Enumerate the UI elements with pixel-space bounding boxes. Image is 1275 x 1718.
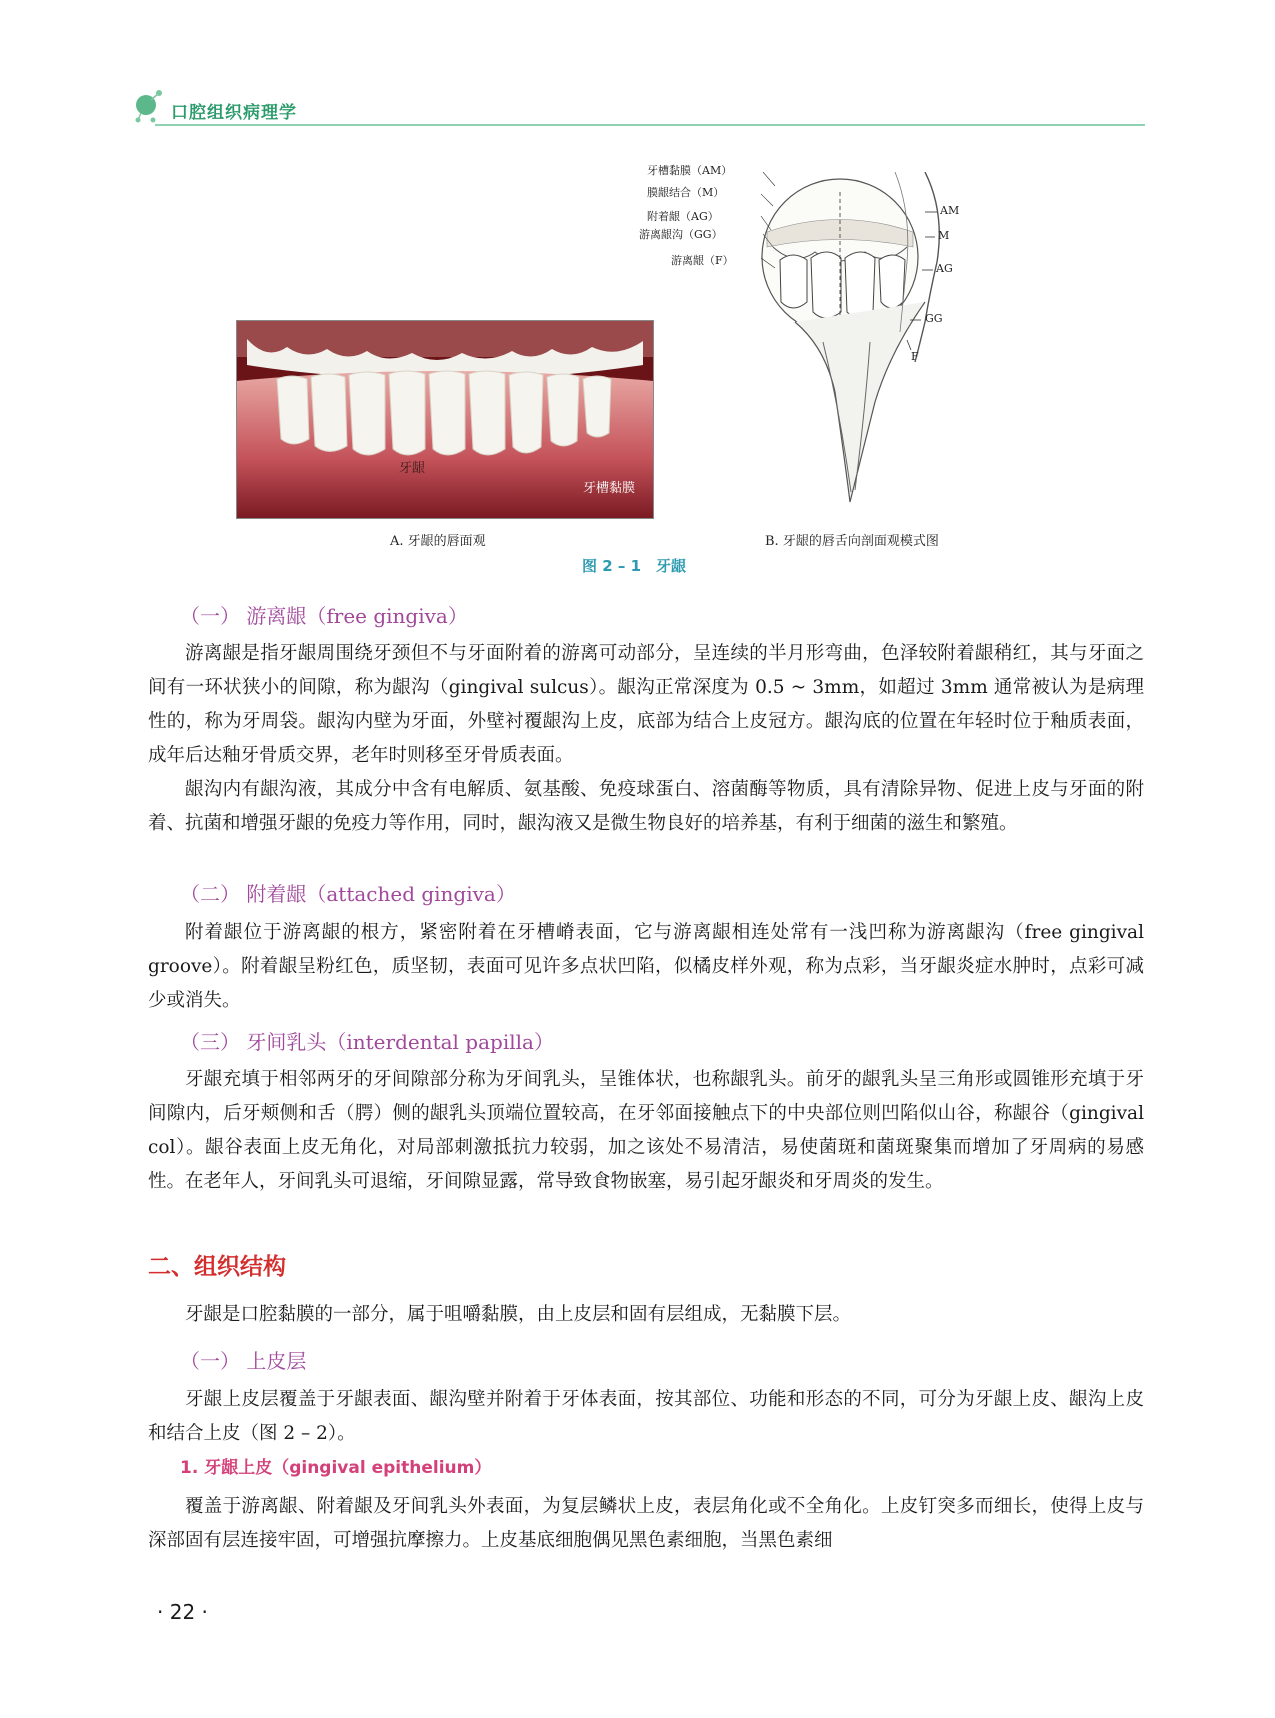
figure-title: 图 2 – 1 牙龈 [582,557,687,575]
paragraph-gingiva-overview: 牙龈是口腔黏膜的一部分，属于咀嚼黏膜，由上皮层和固有层组成，无黏膜下层。 [185,1304,852,1325]
heading-epithelium-layer: （一） 上皮层 [180,1349,307,1373]
diagram-label-m-right: M [938,229,950,242]
header-title: 口腔组织病理学 [171,103,297,123]
caption-a: A. 牙龈的唇面观 [390,534,486,549]
running-header [133,88,1143,128]
paragraph-interdental-papilla: 牙龈充填于相邻两牙的牙间隙部分称为牙间乳头，呈锥体状，也称龈乳头。前牙的龈乳头呈三角形或圆锥形充填于牙间隙内，后牙颊侧和舌（腭）侧的龈乳头顶端位置较高，在牙邻面接触点下的中央部位则凹陷似山谷，称龈谷（gingival col）。龈谷表面上皮无角化，对局部刺激抵抗力较弱，加之该处不易清洁，易使菌斑和菌斑聚集而增加了牙周病的易感性。在老年人，牙间乳头可退缩，牙间隙显露，常导致食物嵌塞，易引起牙龈炎和牙周炎的发生。 [148,1069,1144,1192]
diagram-illustration [675,172,1055,524]
gingiva-photo [236,320,654,519]
section-title-tissue-structure: 二、组织结构 [148,1254,286,1280]
caption-b: B. 牙龈的唇舌向剖面观模式图 [765,534,939,549]
heading-gingival-epithelium: 1. 牙龈上皮（gingival epithelium） [180,1458,492,1478]
heading-interdental-papilla: （三） 牙间乳头（interdental papilla） [180,1030,554,1054]
paragraph-free-gingiva-2: 龈沟内有龈沟液，其成分中含有电解质、氨基酸、免疫球蛋白、溶菌酶等物质，具有清除异物、促进上皮与牙面的附着、抗菌和增强牙龈的免疫力等作用，同时，龈沟液又是微生物良好的培养基，有利于细菌的滋生和繁殖。 [148,779,1144,834]
heading-attached-gingiva: （二） 附着龈（attached gingiva） [180,882,516,906]
paragraph-gingival-epithelium: 覆盖于游离龈、附着龈及牙间乳头外表面，为复层鳞状上皮，表层角化或不全角化。上皮钉突多而细长，使得上皮与深部固有层连接牢固，可增强抗摩擦力。上皮基底细胞偶见黑色素细胞，当黑色素细 [148,1496,1144,1551]
diagram-label-gg-right: GG [925,312,943,325]
diagram-label-ag-right: AG [936,262,953,275]
gingiva-section-diagram [639,164,1055,524]
paragraph-epithelium-layer: 牙龈上皮层覆盖于牙龈表面、龈沟壁并附着于牙体表面，按其部位、功能和形态的不同，可分为牙龈上皮、龈沟上皮和结合上皮（图 2 – 2）。 [148,1389,1144,1444]
paragraph-free-gingiva-1: 游离龈是指牙龈周围绕牙颈但不与牙面附着的游离可动部分，呈连续的半月形弯曲，色泽较附着龈稍红，其与牙面之间有一环状狭小的间隙，称为龈沟（gingival sulcus）。龈沟正常深度为 0.5 ~ 3mm，如超过 3mm 通常被认为是病理性的，称为牙周袋。龈沟内壁为牙面，外壁衬覆龈沟上皮，底部为结合上皮冠方。龈沟底的位置在年轻时位于釉质表面，成年后达釉牙骨质交界，老年时则移至牙骨质表面。 [148,643,1144,766]
photo-label-gingiva: 牙龈 [399,461,426,476]
logo-icon [133,88,169,124]
photo-label-alveolar-mucosa: 牙槽黏膜 [583,481,636,496]
diagram-label-am-left: 牙槽黏膜（AM） [647,164,733,177]
heading-free-gingiva: （一） 游离龈（free gingiva） [180,604,468,628]
diagram-label-ag-left: 附着龈（AG） [647,210,719,223]
diagram-label-f-left: 游离龈（F） [671,254,734,267]
paragraph-attached-gingiva: 附着龈位于游离龈的根方，紧密附着在牙槽嵴表面，它与游离龈相连处常有一浅凹称为游离龈沟（free gingival groove）。附着龈呈粉红色，质坚韧，表面可见许多点状凹陷，似橘皮样外观，称为点彩，当牙龈炎症水肿时，点彩可减少或消失。 [148,922,1144,1011]
diagram-label-am-right: AM [940,204,960,217]
diagram-label-m-left: 膜龈结合（M） [647,186,725,199]
header-rule [155,124,1145,126]
diagram-label-gg-left: 游离龈沟（GG） [639,228,723,241]
page-number: · 22 · [157,1600,208,1624]
diagram-label-f-right: F [911,350,919,363]
